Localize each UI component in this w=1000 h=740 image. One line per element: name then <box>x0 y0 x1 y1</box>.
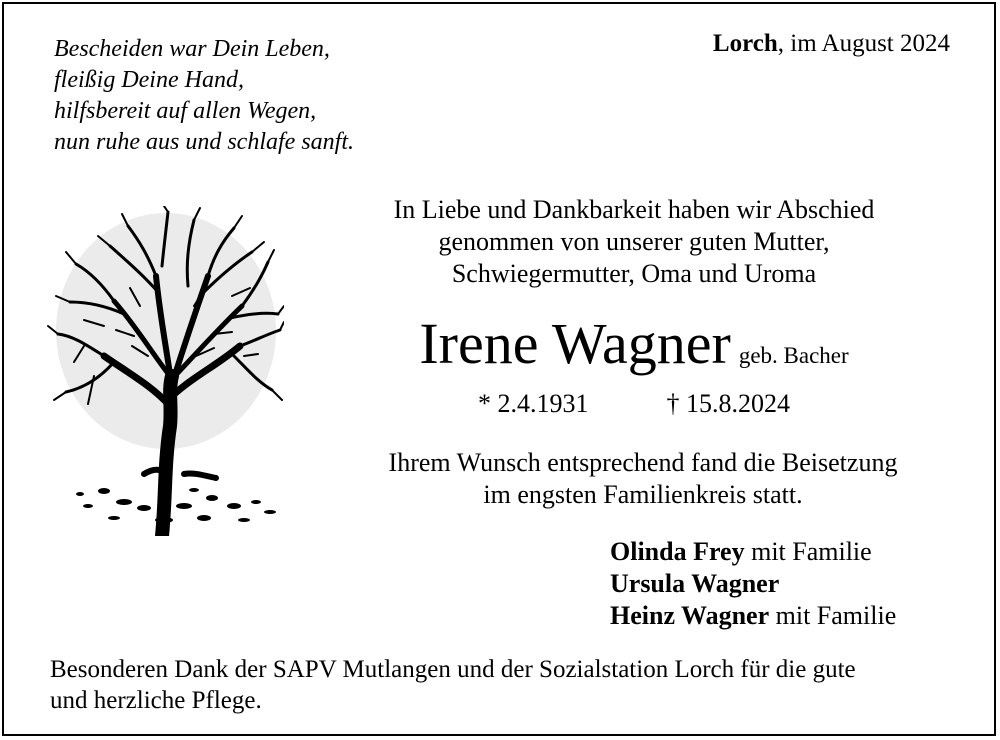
mourner <box>610 568 896 600</box>
place-and-date <box>713 30 950 58</box>
verse-line: fleißig Deine Hand, <box>54 67 244 93</box>
thanks-line: und herzliche Pflege. <box>50 687 262 714</box>
verse-line: Bescheiden war Dein Leben, <box>54 36 330 62</box>
farewell-statement <box>334 194 934 290</box>
mourner-suffix: mit Familie <box>744 537 872 566</box>
birth-date: * 2.4.1931 <box>478 389 589 418</box>
verse-line: nun ruhe aus und schlafe sanft. <box>54 129 354 155</box>
thanks-line: Besonderen Dank der SAPV Mutlangen und der Sozialstation Lorch für die gute <box>50 656 856 683</box>
mourner <box>610 536 896 568</box>
burial-notice <box>334 447 952 511</box>
acknowledgement <box>50 654 970 716</box>
memorial-verse <box>54 34 354 158</box>
mourner-name: Ursula Wagner <box>610 569 780 598</box>
mourner <box>610 600 896 632</box>
obituary-notice <box>2 2 996 736</box>
tree-icon <box>44 206 284 536</box>
mourner-name: Heinz Wagner <box>610 601 770 630</box>
mourner-suffix: mit Familie <box>769 601 897 630</box>
notice-line: Ihrem Wunsch entsprechend fand die Beisetzung <box>388 448 898 477</box>
deceased-name: Irene Wagner <box>419 311 731 376</box>
intro-line: genommen von unserer guten Mutter, <box>438 227 830 256</box>
verse-line: hilfsbereit auf allen Wegen, <box>54 98 317 124</box>
intro-line: Schwiegermutter, Oma und Uroma <box>451 259 817 288</box>
birth-name: geb. Bacher <box>738 343 849 368</box>
date: , im August 2024 <box>777 30 950 57</box>
intro-line: In Liebe und Dankbarkeit haben wir Abschied <box>393 195 875 224</box>
mourners-list <box>610 536 896 632</box>
life-dates <box>334 389 934 419</box>
deceased-name-line <box>334 309 934 379</box>
mourner-name: Olinda Frey <box>610 537 745 566</box>
death-date: † 15.8.2024 <box>666 389 790 418</box>
place: Lorch <box>712 30 778 57</box>
notice-line: im engsten Familienkreis statt. <box>483 480 803 509</box>
